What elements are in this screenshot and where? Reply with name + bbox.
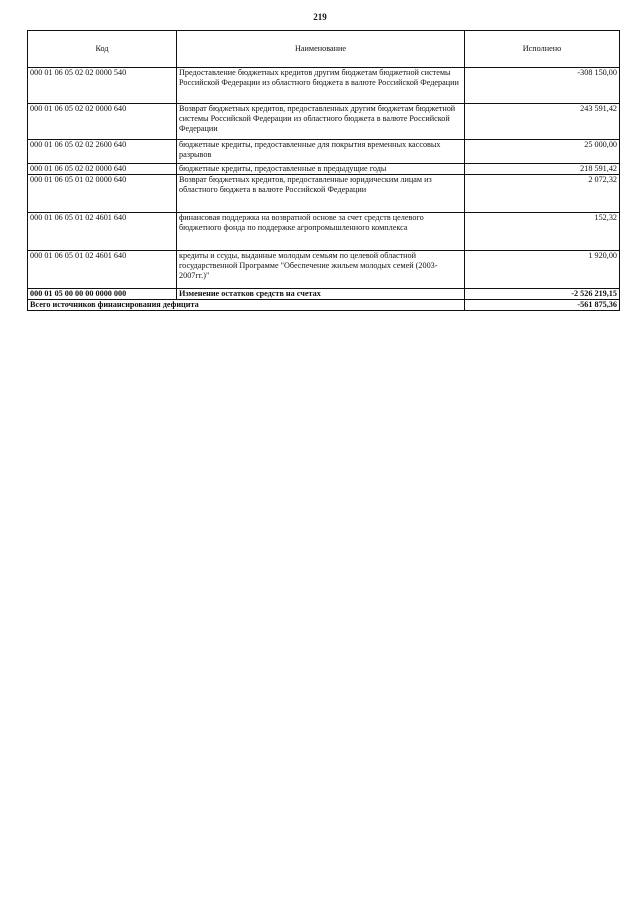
row-code: 000 01 06 05 02 02 0000 640 (28, 164, 177, 175)
header-value: Исполнено (465, 31, 620, 68)
table-row (28, 289, 620, 300)
table-row (28, 164, 620, 175)
row-name: Возврат бюджетных кредитов, предоставленных другим бюджетам бюджетной системы Российской Федерации из областного бюджета в валюте Российской Федерации (177, 104, 465, 140)
header-name: Наименование (177, 31, 465, 68)
row-code: 000 01 06 05 02 02 2600 640 (28, 140, 177, 164)
row-name: Изменение остатков средств на счетах (177, 289, 465, 300)
row-name: Возврат бюджетных кредитов, предоставленные юридическим лицам из областного бюджета в валюте Российской Федерации (177, 175, 465, 213)
row-value: -2 526 219,15 (465, 289, 620, 300)
page-number: 219 (313, 12, 327, 22)
row-value: 1 920,00 (465, 251, 620, 289)
row-code: 000 01 06 05 01 02 4601 640 (28, 213, 177, 251)
total-row (28, 300, 620, 311)
table-row (28, 68, 620, 104)
row-value: 218 591,42 (465, 164, 620, 175)
table-row (28, 251, 620, 289)
row-name: финансовая поддержка на возвратной основе за счет средств целевого бюджетного фонда по поддержке агропромышленного комплекса (177, 213, 465, 251)
header-code: Код (28, 31, 177, 68)
row-name: Предоставление бюджетных кредитов другим бюджетам бюджетной системы Российской Федерации из областного бюджета в валюте Российской Федерации (177, 68, 465, 104)
total-label: Всего источников финансирования дефицита (28, 300, 465, 311)
row-name: бюджетные кредиты, предоставленные для покрытия временных кассовых разрывов (177, 140, 465, 164)
row-code: 000 01 06 05 01 02 4601 640 (28, 251, 177, 289)
total-value: -561 875,36 (465, 300, 620, 311)
row-code: 000 01 06 05 01 02 0000 640 (28, 175, 177, 213)
report-table (27, 30, 620, 311)
table-row (28, 213, 620, 251)
row-name: кредиты и ссуды, выданные молодым семьям по целевой областной государственной Программе "Обеспечение жильем молодых семей (2003-2007гг.)" (177, 251, 465, 289)
table-row (28, 175, 620, 213)
table-row (28, 104, 620, 140)
row-value: 2 072,32 (465, 175, 620, 213)
row-name: бюджетные кредиты, предоставленные в предыдущие годы (177, 164, 465, 175)
row-code: 000 01 05 00 00 00 0000 000 (28, 289, 177, 300)
row-code: 000 01 06 05 02 02 0000 640 (28, 104, 177, 140)
table-header-row (28, 31, 620, 68)
row-value: 25 000,00 (465, 140, 620, 164)
row-value: 243 591,42 (465, 104, 620, 140)
row-value: -308 150,00 (465, 68, 620, 104)
table-row (28, 140, 620, 164)
row-code: 000 01 06 05 02 02 0000 540 (28, 68, 177, 104)
row-value: 152,32 (465, 213, 620, 251)
